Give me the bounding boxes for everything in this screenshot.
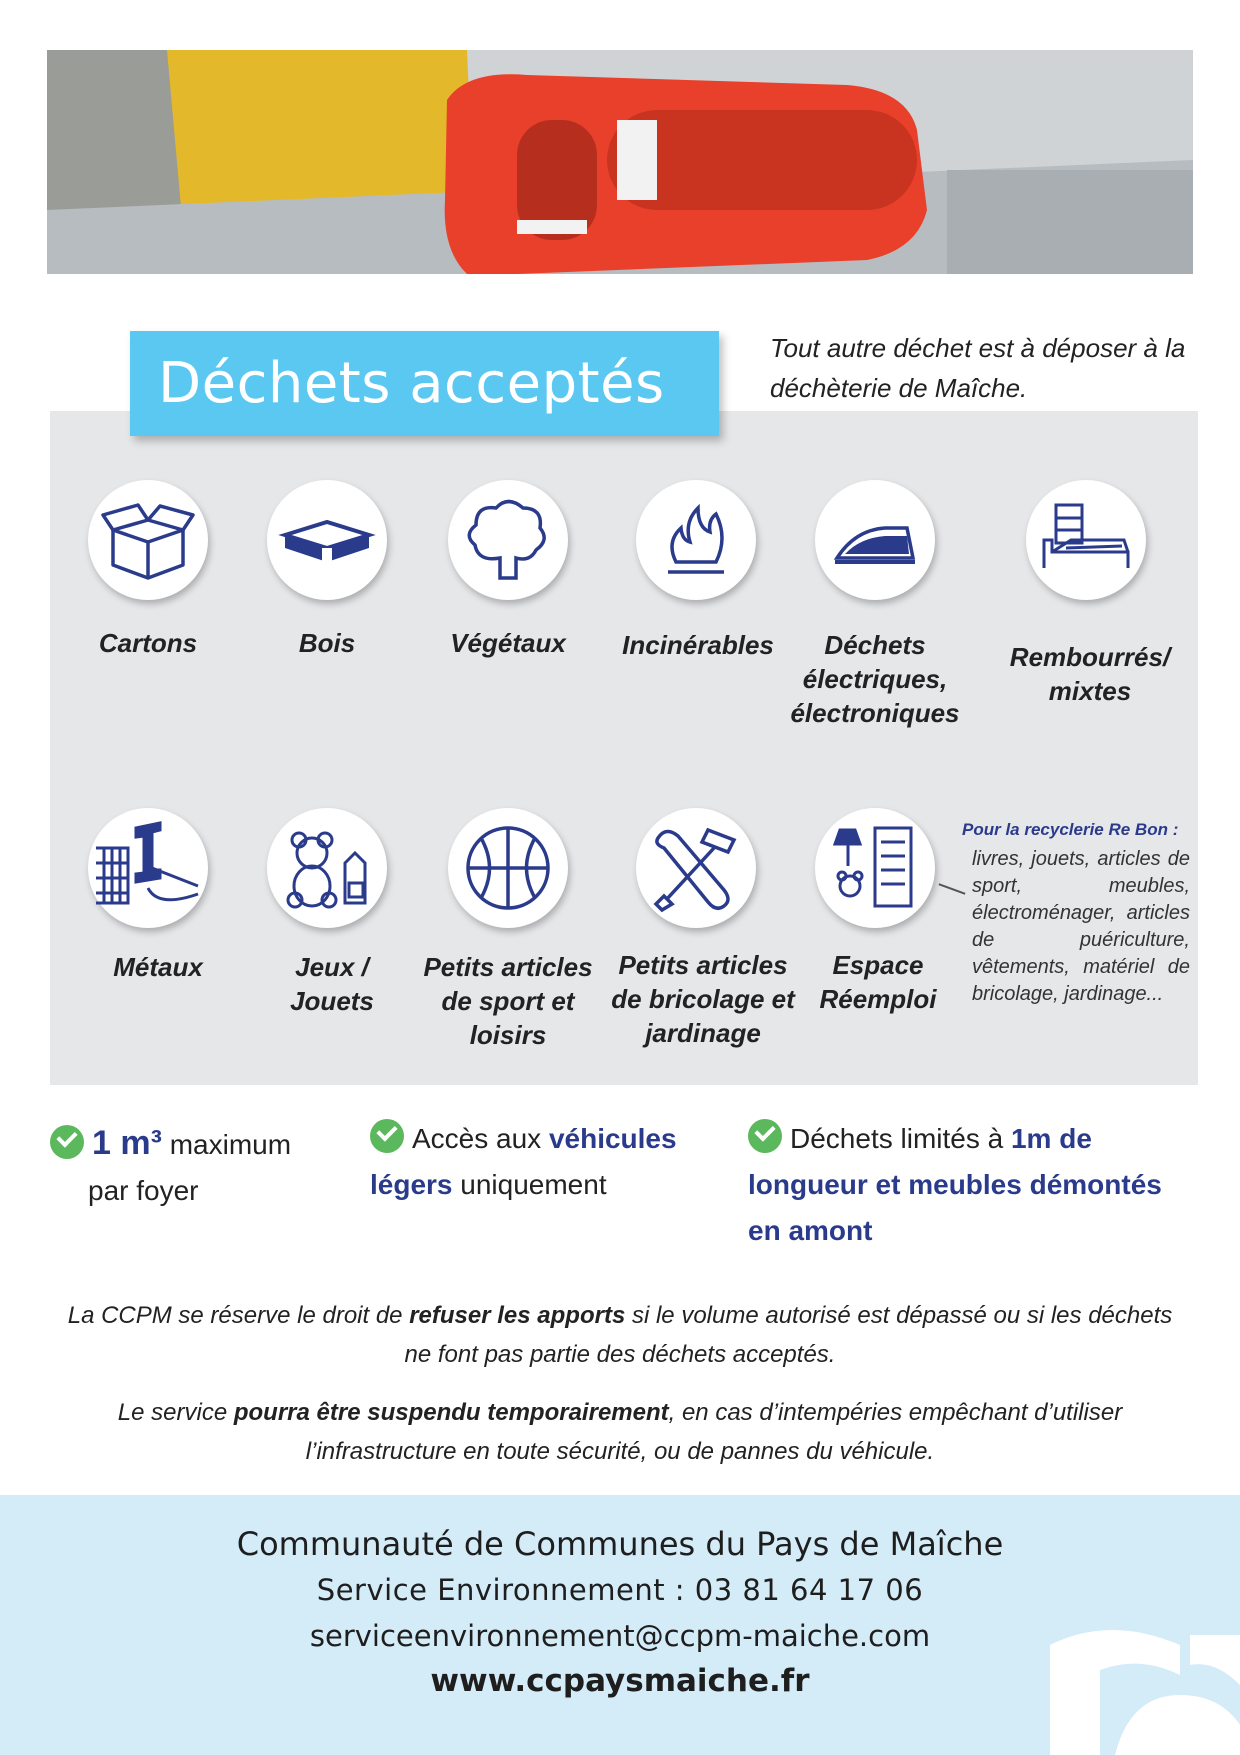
iron-icon <box>815 480 935 600</box>
footer-email[interactable]: serviceenvironnement@ccpm-maiche.com <box>309 1619 931 1653</box>
furniture-lamp-icon <box>815 808 935 928</box>
refusal-pre: La CCPM se réserve le droit de <box>67 1302 410 1329</box>
section-title: Déchets acceptés <box>158 351 665 416</box>
check-icon <box>370 1119 404 1153</box>
condition-size <box>748 1116 1188 1254</box>
waste-label-jeux: Jeux / Jouets <box>290 952 374 1016</box>
waste-label-rembourres: Rembourrés/ mixtes <box>1009 642 1171 706</box>
tools-icon <box>636 808 756 928</box>
suspension-pre: Le service <box>117 1399 234 1426</box>
refusal-bold: refuser les apports <box>409 1302 626 1329</box>
condition-volume <box>50 1120 340 1214</box>
footer-org: Communauté de Communes du Pays de Maîche <box>236 1525 1004 1563</box>
condition-vehicles-post: uniquement <box>452 1169 607 1200</box>
metal-beam-icon <box>88 808 208 928</box>
recyclerie-note <box>962 820 1190 1008</box>
footer <box>0 1495 1240 1755</box>
refusal-paragraph <box>60 1296 1180 1374</box>
suspension-post: , en cas d’intempéries empêchant d’utiliser l’infrastructure en toute sécurité, ou de pannes du véhicule. <box>305 1399 1123 1465</box>
box-icon <box>88 480 208 600</box>
waste-label-vegetaux: Végétaux <box>450 628 566 658</box>
recyclerie-heading: Pour la recyclerie Re Bon : <box>962 820 1179 839</box>
check-icon <box>50 1125 84 1159</box>
condition-size-pre: Déchets limités à <box>790 1123 1011 1154</box>
ccpm-logo <box>1020 1615 1240 1755</box>
bed-dresser-icon <box>1026 480 1146 600</box>
basketball-icon <box>448 808 568 928</box>
condition-vehicles-bold: véhicules légers <box>370 1123 677 1200</box>
flame-icon <box>636 480 756 600</box>
waste-label-reemploi: Espace Réemploi <box>819 950 937 1014</box>
recyclerie-body: livres, jouets, articles de sport, meubles, électroménager, articles de puériculture, vêtements, matériel de bricolage, jardinage... <box>972 848 1190 1005</box>
waste-label-metaux: Métaux <box>113 952 203 982</box>
check-icon <box>748 1119 782 1153</box>
suspension-bold: pourra être suspendu temporairement <box>233 1399 669 1426</box>
condition-volume-text2: par foyer <box>88 1175 199 1206</box>
header-photo <box>47 50 1193 274</box>
waste-label-deee: Déchets électriques, électroniques <box>790 630 960 728</box>
other-waste-note: Tout autre déchet est à déposer à la déchèterie de Maîche. <box>770 333 1186 403</box>
suspension-paragraph <box>60 1393 1180 1471</box>
waste-label-cartons: Cartons <box>98 628 198 658</box>
waste-label-sport: Petits articles de sport et loisirs <box>423 952 593 1050</box>
teddy-bear-icon <box>267 808 387 928</box>
footer-service: Service Environnement : 03 81 64 17 06 <box>316 1573 924 1607</box>
condition-vehicles-pre: Accès aux <box>412 1123 549 1154</box>
section-title-box <box>130 331 719 436</box>
condition-size-bold: 1m de longueur et meubles démontés en amont <box>748 1123 1162 1246</box>
refusal-post: si le volume autorisé est dépassé ou si les déchets ne font pas partie des déchets acceptés. <box>404 1302 1173 1368</box>
waste-label-incinerables: Incinérables <box>622 630 774 660</box>
tree-icon <box>448 480 568 600</box>
condition-volume-text: maximum <box>161 1129 292 1160</box>
footer-website[interactable]: www.ccpaysmaiche.fr <box>430 1663 810 1699</box>
wooden-crate-icon <box>267 480 387 600</box>
waste-label-bois: Bois <box>298 628 356 658</box>
condition-volume-bold: 1 m³ <box>92 1124 162 1162</box>
condition-vehicles <box>370 1116 700 1208</box>
waste-label-bricolage: Petits articles de bricolage et jardinage <box>611 950 795 1048</box>
